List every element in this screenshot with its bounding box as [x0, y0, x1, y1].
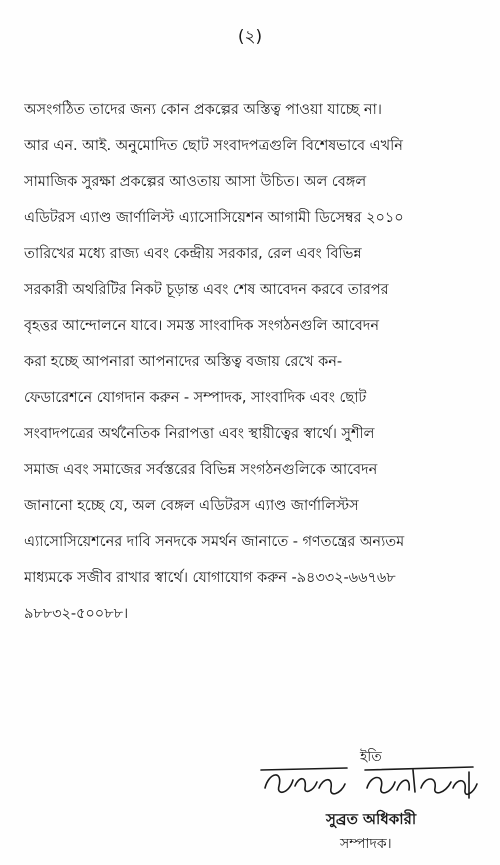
body-line: মাধ্যমকে সজীব রাখার স্বার্থে। যোগাযোগ করুন -৯৪৩৩২-৬৬৭৬৮	[24, 569, 396, 586]
body-line: অসংগঠিত তাদের জন্য কোন প্রকল্পের অস্তিত্ব পাওয়া যাচ্ছে না।	[24, 101, 382, 118]
body-line: সংবাদপত্রের অর্থনৈতিক নিরাপত্তা এবং স্থায়ীত্বের স্বার্থে। সুশীল	[24, 425, 375, 442]
handwritten-signature	[255, 758, 485, 806]
signer-title: সম্পাদক।	[340, 836, 392, 852]
body-line: জানানো হচ্ছে যে, অল বেঙ্গল এডিটরস এ্যাণ্ড জার্ণালিস্টস	[24, 497, 359, 514]
body-line: সামাজিক সুরক্ষা প্রকল্পের আওতায় আসা উচিত। অল বেঙ্গল	[24, 173, 367, 190]
body-line: ৯৮৮৩২-৫০০৮৮।	[24, 605, 129, 622]
body-line: আর এন. আই. অনুমোদিত ছোট সংবাদপত্রগুলি বিশেষভাবে এখনি	[24, 137, 403, 154]
closing-text: ইতি	[360, 749, 382, 765]
body-line: ফেডারেশনে যোগদান করুন - সম্পাদক, সাংবাদিক এবং ছোট	[24, 389, 367, 406]
body-line: তারিখের মধ্যে রাজ্য এবং কেন্দ্রীয় সরকার, রেল এবং বিভিন্ন	[24, 245, 362, 262]
body-line: করা হচ্ছে আপনারা আপনাদের অস্তিত্ব বজায় রেখে কন-	[24, 353, 343, 370]
page-number: (২)	[237, 27, 263, 47]
body-line: বৃহত্তর আন্দোলনে যাবে। সমস্ত সাংবাদিক সংগঠনগুলি আবেদন	[24, 317, 379, 334]
body-line: সমাজ এবং সমাজের সর্বস্তরের বিভিন্ন সংগঠনগুলিকে আবেদন	[24, 461, 378, 478]
signer-name: সুব্রত অধিকারী	[326, 810, 417, 828]
body-line: এ্যাসোসিয়েশনের দাবি সনদকে সমর্থন জানাতে - গণতন্ত্রের অন্যতম	[24, 533, 405, 550]
body-line: এডিটরস এ্যাণ্ড জার্ণালিস্ট এ্যাসোসিয়েশন আগামী ডিসেম্বর ২০১০	[24, 209, 404, 226]
body-line: সরকারী অথরিটির নিকট চূড়ান্ত এবং শেষ আবেদন করবে তারপর	[24, 281, 389, 298]
